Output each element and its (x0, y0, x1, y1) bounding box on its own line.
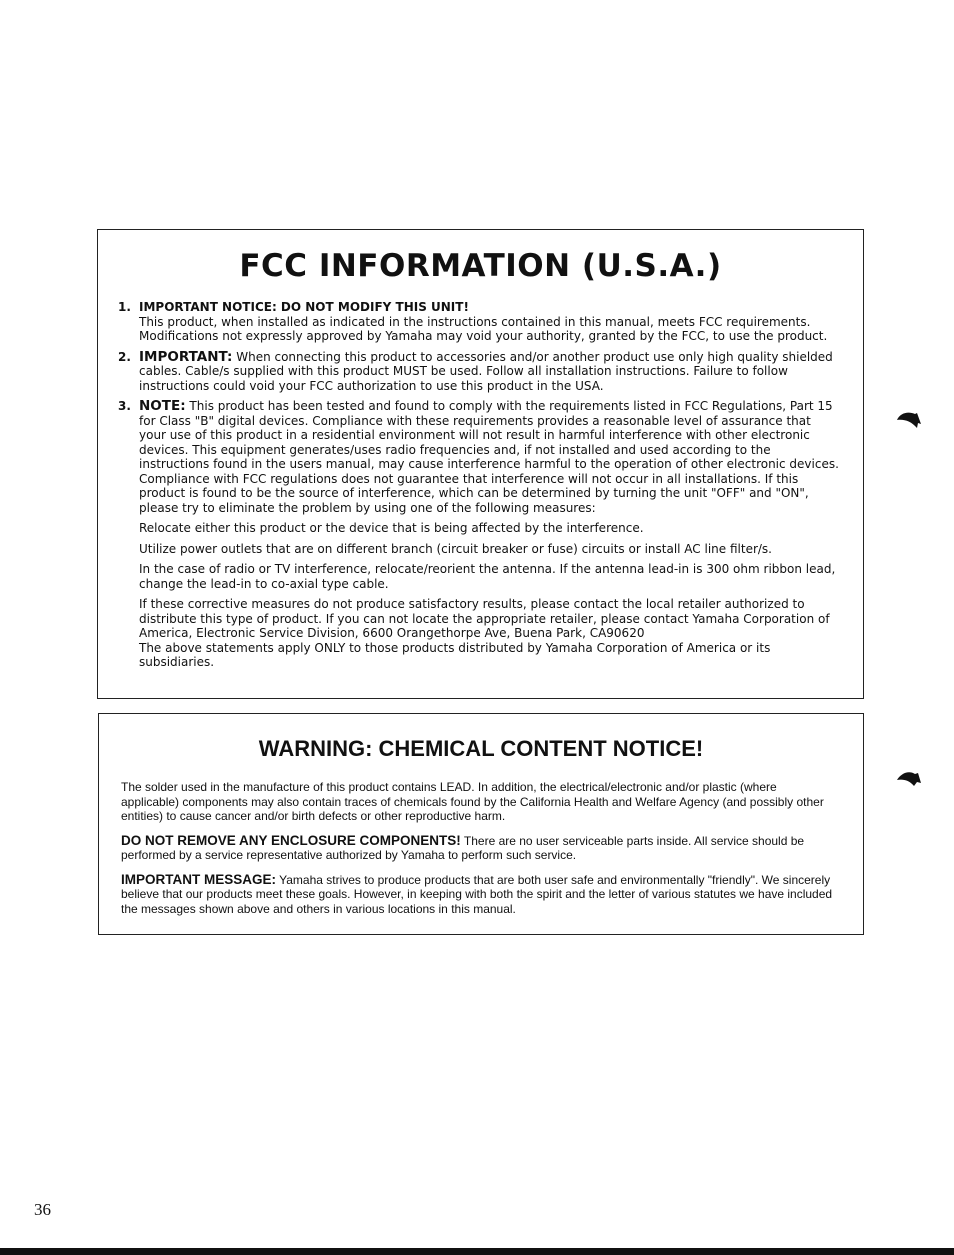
chemical-warning-body (121, 780, 837, 926)
chemical-warning-box (98, 713, 864, 935)
fcc-measure-1: Relocate either this product or the device that is being affected by the interference. (139, 521, 644, 535)
chemical-paragraph-1-text: There are no user serviceable parts inside. All service should be performed by a service representative authorized by Yamaha to perform such service. (121, 833, 805, 862)
fcc-item-3-text: This product has been tested and found to comply with the requirements listed in FCC Regulations, Part 15 for Class "B" digital devices. Compliance with these requirements provides a reasonable level of assurance that your use of this product in a residential environment will not result in harmful interference with other electronic devices. This equipment generates/uses radio frequencies and, if not installed and used according to the instructions found in the users manual, may cause interference harmful to the operation of other electronic devices. Compliance with FCC regulations does not guarantee that interference will not occur in all installations. If this product is found to be the source of interference, which can be determined by turning the unit "OFF" and "ON", please try to eliminate the problem by using one of the following measures: (139, 399, 839, 515)
bottom-rule (0, 1248, 954, 1255)
fcc-item-1 (118, 300, 841, 344)
fcc-item-2 (118, 350, 841, 394)
chemical-paragraph-2-text: Yamaha strives to produce products that are both user safe and environmentally "friendly". We sincerely believe that our products meet these goals. However, in keeping with both the spirit and the letter of various statutes we have included the messages shown above and others in various locations in this manual. (121, 872, 833, 916)
edge-tab-mark-icon (896, 768, 922, 788)
fcc-item-3-number: 3. (118, 399, 131, 413)
chemical-paragraph-1-heading: DO NOT REMOVE ANY ENCLOSURE COMPONENTS! (121, 832, 461, 848)
fcc-item-2-heading: IMPORTANT: (139, 348, 233, 365)
fcc-title: FCC INFORMATION (U.S.A.) (239, 248, 722, 284)
fcc-body (118, 300, 841, 670)
fcc-information-box (97, 229, 864, 699)
chemical-warning-title: WARNING: CHEMICAL CONTENT NOTICE! (258, 736, 704, 761)
fcc-item-3 (118, 399, 841, 515)
fcc-item-1-text: This product, when installed as indicated in the instructions contained in this manual, meets FCC requirements. Modifications not expressly approved by Yamaha may void your authority, granted by the FCC, to use the product. (139, 314, 828, 343)
chemical-paragraph-2 (121, 873, 837, 917)
fcc-closing: The above statements apply ONLY to those products distributed by Yamaha Corporation of America or its subsidiaries. (139, 640, 771, 669)
edge-tab-mark-icon (896, 410, 922, 430)
fcc-item-3-heading: NOTE: (139, 398, 186, 414)
chemical-paragraph-2-heading: IMPORTANT MESSAGE: (121, 871, 276, 887)
fcc-measure-3: In the case of radio or TV interference, relocate/reorient the antenna. If the antenna lead-in is 300 ohm ribbon lead, change the lead-in to co-axial type cable. (139, 562, 836, 591)
fcc-measure-4: If these corrective measures do not produce satisfactory results, please contact the local retailer authorized to distribute this type of product. If you can not locate the appropriate retailer, please contact Yamaha Corporation of America, Electronic Service Division, 6600 Orangethorpe Ave, Buena Park, CA90620 (139, 597, 830, 640)
fcc-measure-2: Utilize power outlets that are on different branch (circuit breaker or fuse) circuits or install AC line filter/s. (139, 541, 772, 556)
chemical-intro: The solder used in the manufacture of this product contains LEAD. In addition, the electrical/electronic and/or plastic (where applicable) components may also contain traces of chemicals found by the California Health and Welfare Agency (and possibly other entities) to cause cancer and/or birth defects or other reproductive harm. (121, 780, 824, 823)
fcc-item-2-number: 2. (118, 349, 131, 364)
fcc-item-2-text: When connecting this product to accessories and/or another product use only high quality shielded cables. Cable/s supplied with this product MUST be used. Follow all installation instructions. Failure to follow instructions could void your FCC authorization to use this product in the USA. (139, 349, 833, 393)
chemical-paragraph-1 (121, 834, 837, 863)
fcc-item-1-number: 1. (118, 300, 131, 314)
page-number: 36 (34, 1200, 51, 1219)
fcc-item-1-heading: IMPORTANT NOTICE: DO NOT MODIFY THIS UNIT! (139, 300, 469, 314)
